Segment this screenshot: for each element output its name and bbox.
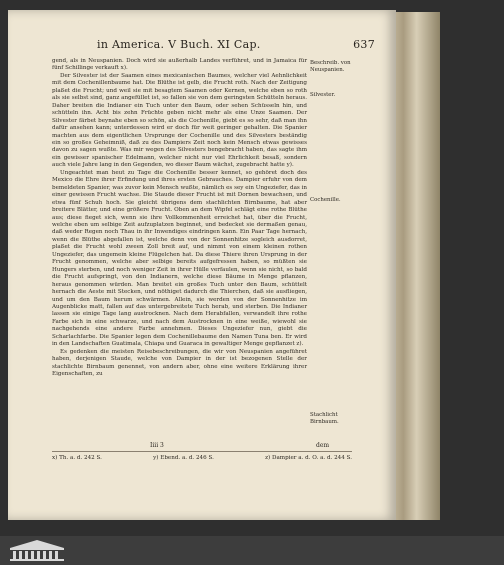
- paragraph: Der Silvester ist der Saamen eines mexicanischen Baumes, welcher viel Aehnlichkeit mit dem Cochenillenbaume hat. Die Blüthe ist gelb, die Frucht roth. Nach der Zeitigung plaßet die Frucht; und weil sie mit besagtem Saamen oder Kernen, welche eben so roth als sie selbst sind, ganz angefüllet ist, so fallen sie von dem geringsten Schütteln heraus. Daher breiten die Indianer ein Tuch unter den Baum, oder sehen Schüsseln hin, und schütteln ihn. Acht bis zehn Früchte geben nicht mehr als eine Unze Saamen. Der Silvester färbet beynahe eben so schön, als die Cochenille, giebt es so sehr, daß man ihn dafür ansehen kann; unterdessen wird er doch für weit geringer gehalten. Die Spanier machten aus dem eigentlichen Ursprunge der Cochenille und des Silvesters beständig ein so großes Geheimniß, daß zu des Dampiers Zeit noch kein Mensch etwas gewisses davon zu sagen wußte. Was mir wegen des Silvesters bengebracht haben, das sagte ihm ein gewisser spanischer Edelmann, welcher nicht nur viel Ehrlichkeit besaß, sondern auch viele Jahre lang in den Gegenden, wo dieser Baum wächst, zugebracht hatte y).: [52, 72, 307, 169]
- footnote: z) Dampier a. d. O. a. d. 244 S.: [265, 455, 352, 461]
- library-logo-icon: [6, 538, 68, 562]
- signature-mark: Iiii 3: [150, 442, 164, 449]
- page-number: 637: [353, 38, 375, 51]
- footnote: y) Ebend. a. d. 246 S.: [153, 455, 214, 461]
- marginal-note: Cochenille.: [310, 197, 341, 203]
- running-header: [55, 38, 375, 51]
- marginal-note: Silvester.: [310, 92, 336, 98]
- marginal-note: Stachlicht Birnbaum.: [310, 412, 339, 425]
- footnote-rule: [52, 451, 352, 452]
- footnotes: [52, 455, 352, 461]
- body-text: [52, 58, 307, 378]
- viewer-footer: [0, 536, 504, 565]
- running-head-title: in America. V Buch. XI Cap.: [97, 38, 261, 51]
- paragraph: gend, als in Neuspanien. Doch wird sie außerhalb Landes verführet, und in Jamaica für fünf Schillinge verkauft x).: [52, 58, 307, 72]
- paragraph: Es gedenken die meisten Reisebeschreibungen, die wir von Neuspanien angeführet haben, derjenigen Staude, welche von Dampier in der ist bezogenen Stelle der stachlichte Birnbaum genennet, von andern aber, ohne eine weitere Erklärung ihrer Eigenschaften, zu: [52, 348, 307, 378]
- catchword: dem: [316, 442, 330, 449]
- paragraph: Ungeachtet man heut zu Tage die Cochenille besser kennet, so gehöret doch des Mexico die Ehre ihrer Erfindung und ihres ersten Gebrauches. Dampier erfuhr von dem bemeldeten Spanier, was zuvor kein Mensch wußte, nämlich es sey ein Ungeziefer, das in einer gewissen Frucht wachse. Die Staude dieser Frucht ist mit Dornen bewachsen, und etwa fünf Schuh hoch. Sie gleicht übrigens dem stachlichten Birnbaume, hat aber breitere Blätter, und eine größere Frucht. Oben an dem Wipfel schlägt eine rothe Blüthe aus; diese fieget sich, wenn sie ihre Vollkommenheit erreichet hat, über die Frucht, welche eben um selbige Zeit aufzuplatzen beginnet, und bedecket sie dermaßen genau, daß weder Regen noch Thau in ihr Inwendiges eindringen kann. Ein Paar Tage hernach, wenn die Blüthe abgefallen ist, welche denn von der Sonnenhitze sogleich ausdorret, plaßet die Frucht wohl zween Zoll breit auf, und nimmt von einem kleinen rothen Ungeziefer, das ungemein kleine Flügelchen hat. Da diese Thiere ihren Ursprung in der Frucht genommen, welche aber selbige bereits aufgefressen haben, so müßten sie Hungers sterben, und noch weniger Zeit in ihrer Hülle verfaulen, wenn sie nicht, so bald die Frucht aufspringt, von den Indianern, welche diese Bäume in Menge pflanzen, heraus genommen würden. Man breitet ein großes Tuch unter den Baum, schüttelt hernach die Aeste mit Stecken, und nöthiget dadurch die Thierchen, daß sie ausfliegen, und um den Baum herum schwärmen. Allein, sie werden von der Sonnenhitze im Augenblicke matt, fallen auf das untergebreitete Tuch herab, und sterben. Die Indianer lassen sie einige Tage lang austrocknen. Nach dem Herabfallen, verwandelt ihre rothe Farbe sich in eine schwarze, und nach dem Austrocknen in eine weiße, wiewohl sie nachgehends eine andere Farbe annehmen. Dieses Ungeziefer nun, giebt die Scharlachfarbe. Die Spanier legen dem Cochenillebaume den Namen Tuna ben. Er wird in den Landschaften Guatimala, Chiapa und Guaraca in gewaltiger Menge gepflanzet z).: [52, 169, 307, 348]
- marginal-note: Beschreib. von Neuspanien.: [310, 60, 351, 73]
- footnote: x) Th. a. d. 242 S.: [52, 455, 102, 461]
